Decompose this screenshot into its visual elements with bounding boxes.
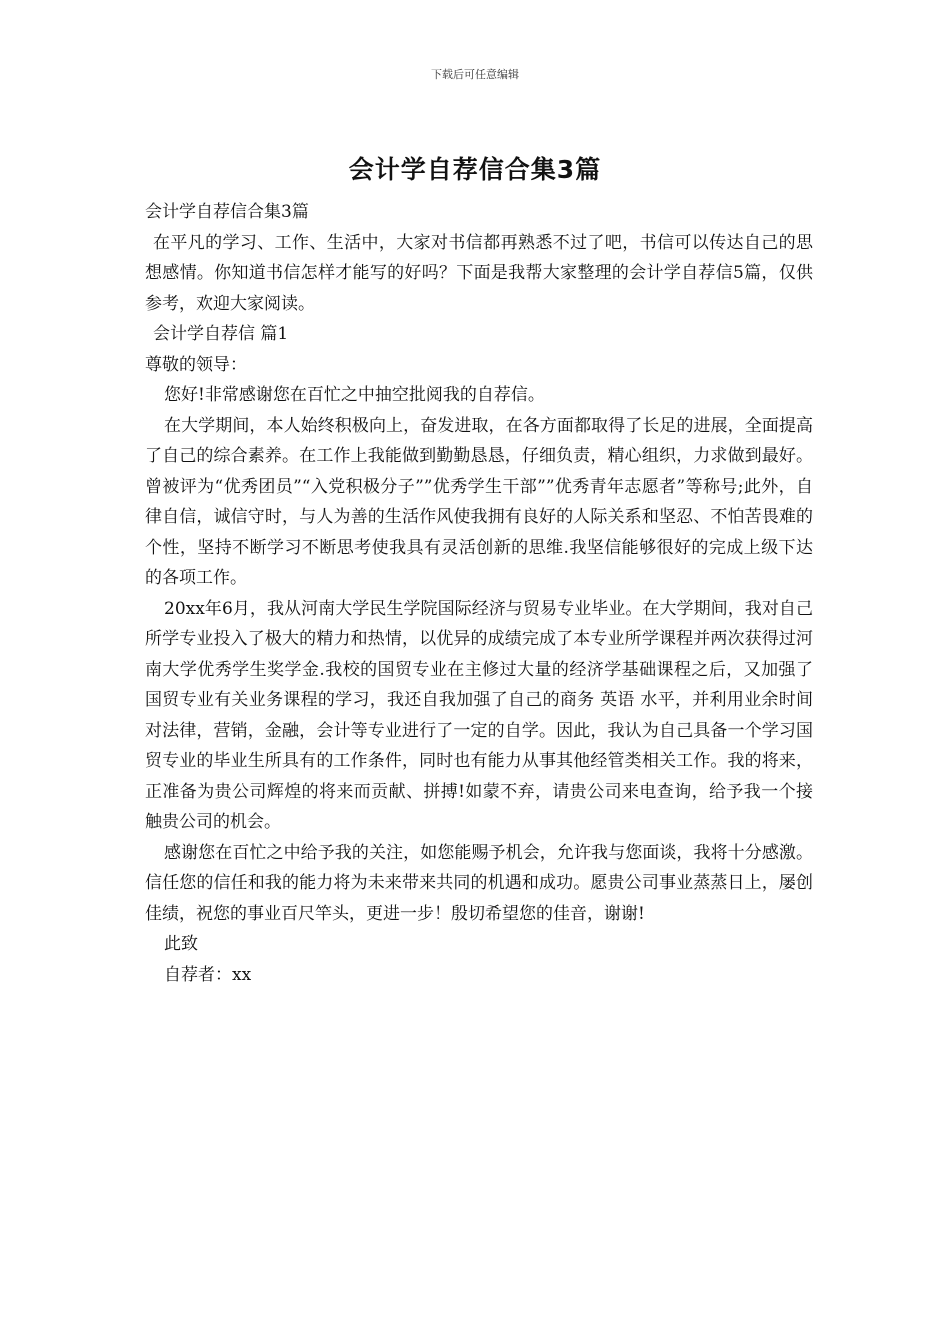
- signature-line: 自荐者：xx: [164, 964, 252, 985]
- salutation: 尊敬的领导：: [145, 354, 247, 375]
- document-title: 会计学自荐信合集3篇: [348, 155, 602, 184]
- closing-line: 此致: [164, 934, 198, 954]
- body-paragraph-university: 在大学期间，本人始终积极向上，奋发进取，在各方面都取得了长足的进展，全面提高了自己的综合素养。在工作上我能做到勤勤恳恳，仔细负责，精心组织，力求做到最好。曾被评为“优秀团员”“入党积极分子””优秀学生干部””优秀青年志愿者”等称号;此外，自律自信，诚信守时，与人为善的生活作风使我拥有良好的人际关系和坚忍、不怕苦畏难的个性，坚持不断学习不断思考使我具有灵活创新的思维.我坚信能够很好的完成上级下达的各项工作。: [145, 415, 813, 588]
- body-paragraph-graduation: 20xx年6月，我从河南大学民生学院国际经济与贸易专业毕业。在大学期间，我对自己所学专业投入了极大的精力和热情，以优异的成绩完成了本专业所学课程并两次获得过河南大学优秀学生奖学金.我校的国贸专业在主修过大量的经济学基础课程之后，又加强了国贸专业有关业务课程的学习，我还自我加强了自己的商务 英语 水平，并利用业余时间对法律，营销，金融，会计等专业进行了一定的自学。因此，我认为自己具备一个学习国贸专业的毕业生所具有的工作条件，同时也有能力从事其他经管类相关工作。我的将来，正准备为贵公司辉煌的将来而贡献、拼搏!如蒙不弃，请贵公司来电查询，给予我一个接触贵公司的机会。: [145, 598, 813, 832]
- section-heading: 会计学自荐信 篇1: [153, 324, 289, 344]
- header-note: 下载后可任意编辑: [431, 68, 519, 81]
- greeting-paragraph: 您好!非常感谢您在百忙之中抽空批阅我的自荐信。: [164, 385, 545, 405]
- body-paragraph-thanks: 感谢您在百忙之中给予我的关注，如您能赐予机会，允许我与您面谈，我将十分感激。信任您的信任和我的能力将为未来带来共同的机遇和成功。愿贵公司事业蒸蒸日上，屡创佳绩，祝您的事业百尺竿头，更进一步！殷切希望您的佳音，谢谢!: [145, 842, 813, 924]
- intro-paragraph: 在平凡的学习、工作、生活中，大家对书信都再熟悉不过了吧，书信可以传达自己的思想感情。你知道书信怎样才能写的好吗？下面是我帮大家整理的会计学自荐信5篇，仅供参考，欢迎大家阅读。: [145, 232, 813, 314]
- subtitle-line: 会计学自荐信合集3篇: [145, 202, 309, 222]
- document-body: [145, 197, 813, 990]
